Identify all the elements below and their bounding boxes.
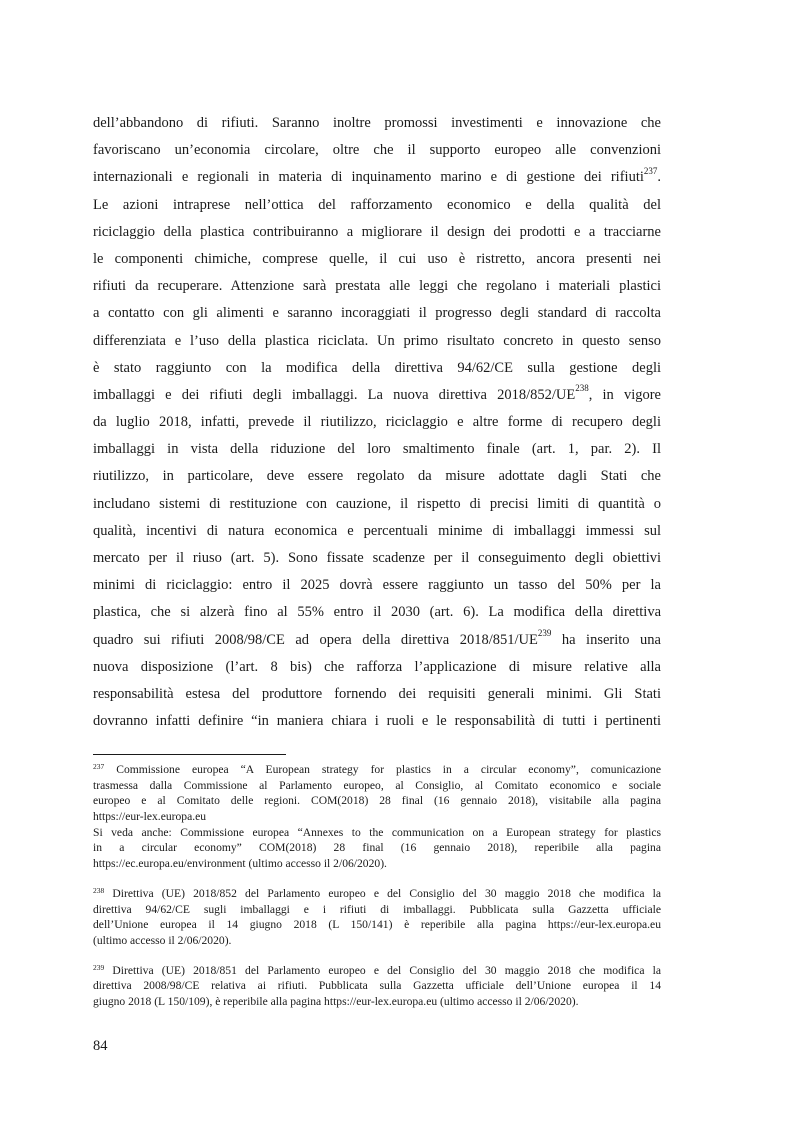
body-line: minimi di riciclaggio: entro il 2025 dovrà essere raggiunto un tasso del 50% per la: [93, 577, 661, 594]
footnote-number: 237: [93, 762, 105, 771]
footnote-line: [93, 762, 661, 778]
body-line: riutilizzo, in particolare, deve essere regolato da misure adottate dagli Stati che: [93, 468, 661, 485]
body-line: da luglio 2018, infatti, prevede il riutilizzo, riciclaggio e altre forme di recupero degli: [93, 414, 661, 431]
footnote-line: https://ec.europa.eu/environment (ultimo accesso il 2/06/2020).: [93, 857, 387, 871]
footnote-line: [93, 886, 661, 902]
body-line: qualità, incentivi di natura economica e percentuali minime di imballaggi immessi sul: [93, 522, 661, 539]
footnote-line: direttiva 94/62/CE sugli imballaggi e i rifiuti di imballaggi. Pubblicata sulla Gazzetta ufficiale: [93, 902, 661, 916]
page-number: 84: [93, 1038, 108, 1054]
body-line: rifiuti da recuperare. Attenzione sarà prestata alle leggi che regolano i materiali plastici: [93, 278, 661, 295]
footnotes: [93, 762, 661, 1010]
footnote-ref-239[interactable]: 239: [537, 627, 552, 638]
footnote-ref-237[interactable]: 237: [643, 165, 658, 176]
footnote-number: 238: [93, 885, 105, 895]
footnote-line-text: Commissione europea “A European strategy for plastics in a circular economy”, comunicazione: [104, 763, 661, 776]
body-line: Le azioni intraprese nell’ottica del rafforzamento economico e della qualità del: [93, 196, 661, 213]
footnote-line: (ultimo accesso il 2/06/2020).: [93, 933, 232, 947]
footnote-line: in a circular economy” COM(2018) 28 final (16 gennaio 2018), reperibile alla pagina: [93, 841, 661, 855]
footnote-link[interactable]: https://eur-lex.europa.eu: [93, 810, 207, 824]
body-line-text: quadro sui rifiuti 2008/98/CE ad opera della direttiva 2018/851/UE: [93, 631, 538, 648]
footnote-line: [93, 963, 661, 979]
body-line: a contatto con gli alimenti e saranno incoraggiati il progresso degli standard di raccolta: [93, 305, 661, 322]
body-line: nuova disposizione (l’art. 8 bis) che rafforza l’applicazione di misure relative alla: [93, 658, 661, 675]
body-line: [93, 627, 661, 654]
body-line: mercato per il riuso (art. 5). Sono fissate scadenze per il conseguimento degli obiettivi: [93, 550, 661, 566]
footnote-line: giugno 2018 (L 150/109), è reperibile alla pagina https://eur-lex.europa.eu (ultimo accesso il 2/06/2020).: [93, 994, 579, 1008]
footnote-line-text: Direttiva (UE) 2018/851 del Parlamento europeo e del Consiglio del 30 maggio 2018 che modifica la: [104, 963, 661, 977]
footnote-237: [93, 762, 661, 872]
body-line: dell’abbandono di rifiuti. Saranno inoltre promossi investimenti e innovazione che: [93, 115, 661, 131]
body-line-text: imballaggi e dei rifiuti degli imballaggi. La nuova direttiva 2018/852/UE: [93, 386, 576, 403]
body-line: plastica, che si alzerà fino al 55% entro il 2030 (art. 6). La modifica della direttiva: [93, 604, 661, 621]
footnote-separator: [93, 754, 286, 755]
footnote-line: direttiva 2008/98/CE relativa ai rifiuti. Pubblicata sulla Gazzetta ufficiale dell’Unione europea il 14: [93, 979, 661, 993]
body-line: riciclaggio della plastica contribuiranno a migliorare il design dei prodotti e a tracciarne: [93, 223, 661, 240]
body-line: le componenti chimiche, comprese quelle, il cui uso è ristretto, ancora presenti nei: [93, 250, 661, 267]
body-line: responsabilità estesa del produttore fornendo dei requisiti generali minimi. Gli Stati: [93, 685, 661, 702]
body-line: includano sistemi di restituzione con cauzione, il rispetto di precisi limiti di quantità o: [93, 495, 661, 512]
body-line: è stato raggiunto con la modifica della direttiva 94/62/CE sulla gestione degli: [93, 359, 661, 376]
body-line-text: internazionali e regionali in materia di inquinamento marino e di gestione dei rifiuti: [93, 169, 644, 186]
body-line: imballaggi in vista della riduzione del loro smaltimento finale (art. 1, par. 2). Il: [93, 441, 661, 458]
footnote-line: Si veda anche: Commissione europea “Annexes to the communication on a European strategy for plastics: [93, 825, 661, 839]
body-line-text: , in vigore: [588, 386, 661, 403]
footnote-line-text: Direttiva (UE) 2018/852 del Parlamento europeo e del Consiglio del 30 maggio 2018 che modifica la: [104, 886, 661, 900]
body-line: [93, 164, 661, 191]
footnote-line: trasmessa dalla Commissione al Parlamento europeo, al Consiglio, al Comitato economico e sociale: [93, 778, 661, 792]
footnote-number: 239: [93, 962, 105, 972]
body-line-text: .: [657, 169, 661, 186]
body-line: favoriscano un’economia circolare, oltre che il supporto europeo alle convenzioni: [93, 142, 661, 159]
footnote-238: [93, 886, 661, 949]
footnote-239: [93, 963, 661, 1010]
body-line: dovranno infatti definire “in maniera chiara i ruoli e le responsabilità di tutti i pertinenti: [93, 713, 661, 730]
body-line-text: ha inserito una: [551, 631, 661, 648]
body-line: differenziata e l’uso della plastica riciclata. Un primo risultato concreto in questo senso: [93, 332, 661, 349]
footnote-line: dell’Unione europea il 14 giugno 2018 (L 150/141) è reperibile alla pagina https://eur-lex.europa.eu: [93, 918, 661, 932]
body-text: [93, 110, 661, 735]
footnote-ref-238[interactable]: 238: [575, 383, 589, 394]
footnote-line: europeo e al Comitato delle regioni. COM(2018) 28 final (16 gennaio 2018), visitabile alla pagina: [93, 794, 661, 808]
body-line: [93, 382, 661, 409]
